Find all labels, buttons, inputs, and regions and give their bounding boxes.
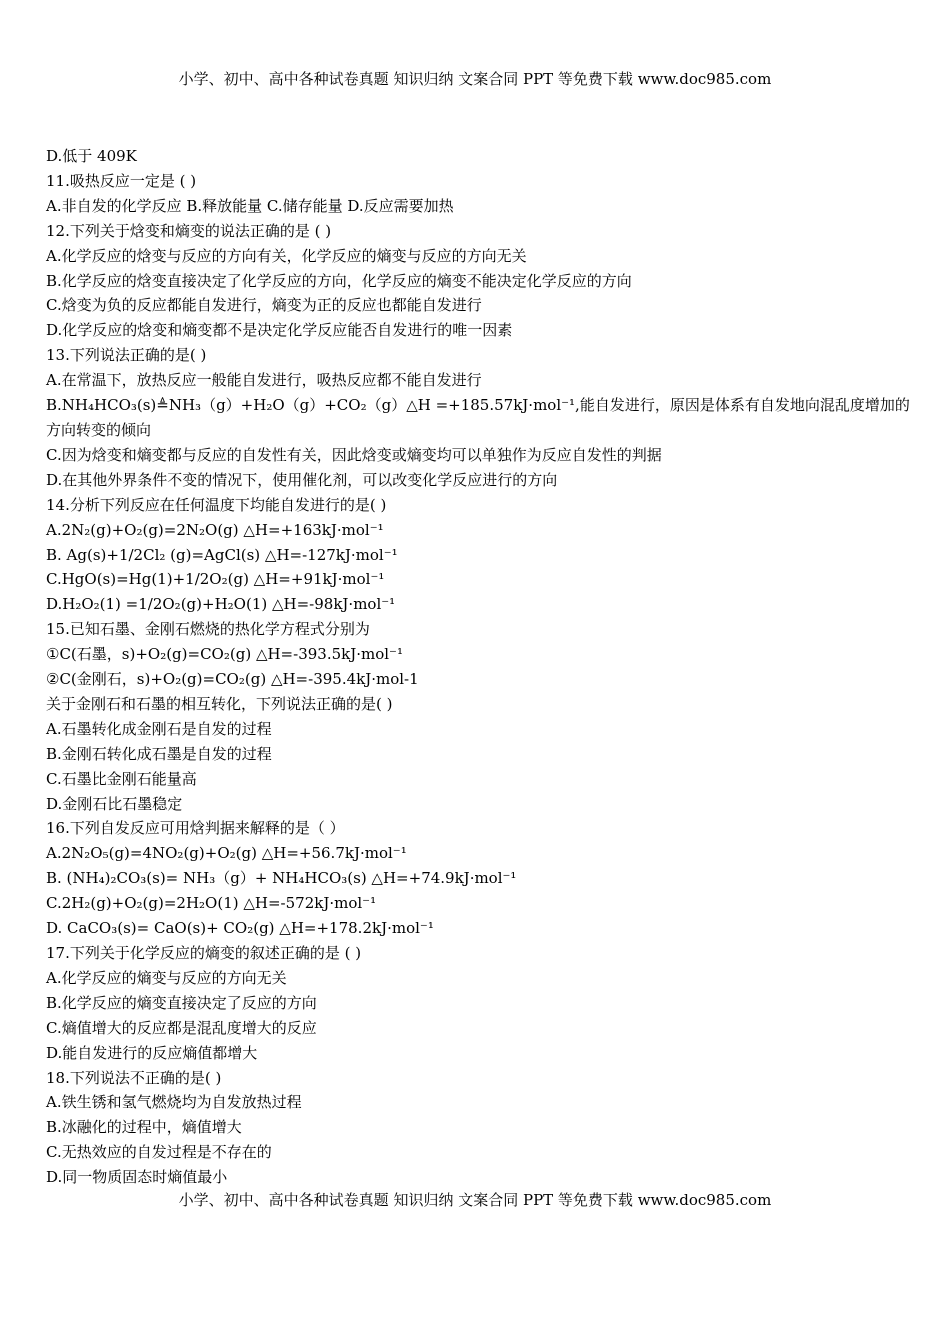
question-13-option-d: D.在其他外界条件不变的情况下，使用催化剂，可以改变化学反应进行的方向 xyxy=(46,470,558,489)
page-header: 小学、初中、高中各种试卷真题 知识归纳 文案合同 PPT 等免费下载 www.doc985.com xyxy=(178,70,772,88)
question-13-option-b: B.NH₄HCO₃(s)≜NH₃（g）+H₂O（g）+CO₂（g）△H =+185.57kJ·mol⁻¹,能自发进行，原因是体系有自发地向混乱度增加的方向转变的倾向 xyxy=(46,396,910,439)
question-15-option-a: A.石墨转化成金刚石是自发的过程 xyxy=(46,719,272,738)
question-15-prompt: 关于金刚石和石墨的相互转化，下列说法正确的是( ) xyxy=(46,694,393,713)
question-18-option-a: A.铁生锈和氢气燃烧均为自发放热过程 xyxy=(46,1093,302,1112)
question-17-option-c: C.熵值增大的反应都是混乱度增大的反应 xyxy=(46,1018,317,1037)
question-15: 15.已知石墨、金刚石燃烧的热化学方程式分别为 xyxy=(46,620,370,639)
question-15-option-c: C.石墨比金刚石能量高 xyxy=(46,769,197,788)
question-16-option-c: C.2H₂(g)+O₂(g)=2H₂O(1) △H=-572kJ·mol⁻¹ xyxy=(46,894,377,913)
question-14-option-c: C.HgO(s)=Hg(1)+1/2O₂(g) △H=+91kJ·mol⁻¹ xyxy=(46,570,385,589)
question-12-option-a: A.化学反应的焓变与反应的方向有关，化学反应的熵变与反应的方向无关 xyxy=(46,246,527,265)
question-18: 18.下列说法不正确的是( ) xyxy=(46,1068,222,1087)
question-12-option-d: D.化学反应的焓变和熵变都不是决定化学反应能否自发进行的唯一因素 xyxy=(46,321,513,340)
question-17-option-a: A.化学反应的熵变与反应的方向无关 xyxy=(46,968,287,987)
question-16-option-b: B. (NH₄)₂CO₃(s)= NH₃（g）+ NH₄HCO₃(s) △H=+74.9kJ·mol⁻¹ xyxy=(46,869,517,888)
question-18-option-d: D.同一物质固态时熵值最小 xyxy=(46,1168,228,1187)
question-17: 17.下列关于化学反应的熵变的叙述正确的是 ( ) xyxy=(46,944,362,962)
question-12: 12.下列关于焓变和熵变的说法正确的是 ( ) xyxy=(46,221,332,240)
question-18-option-c: C.无热效应的自发过程是不存在的 xyxy=(46,1143,272,1162)
question-14-option-b: B. Ag(s)+1/2Cl₂ (g)=AgCl(s) △H=-127kJ·mol⁻¹ xyxy=(46,545,398,564)
question-14: 14.分析下列反应在任何温度下均能自发进行的是( ) xyxy=(46,495,387,514)
question-13-option-c: C.因为焓变和熵变都与反应的自发性有关，因此焓变或熵变均可以单独作为反应自发性的判据 xyxy=(46,445,662,464)
question-15-option-b: B.金刚石转化成石墨是自发的过程 xyxy=(46,744,272,763)
question-18-option-b: B.冰融化的过程中，熵值增大 xyxy=(46,1118,242,1137)
question-15-option-d: D.金刚石比石墨稳定 xyxy=(46,794,183,813)
question-11: 11.吸热反应一定是 ( ) xyxy=(46,171,197,190)
question-16: 16.下列自发反应可用焓判据来解释的是（ ） xyxy=(46,819,345,838)
equation-1: ①C(石墨，s)+O₂(g)=CO₂(g) △H=-393.5kJ·mol⁻¹ xyxy=(46,645,403,664)
question-12-option-c: C.焓变为负的反应都能自发进行，熵变为正的反应也都能自发进行 xyxy=(46,296,482,315)
page-footer: 小学、初中、高中各种试卷真题 知识归纳 文案合同 PPT 等免费下载 www.doc985.com xyxy=(178,1191,772,1209)
question-17-option-b: B.化学反应的熵变直接决定了反应的方向 xyxy=(46,993,317,1012)
question-16-option-d: D. CaCO₃(s)= CaO(s)+ CO₂(g) △H=+178.2kJ·mol⁻¹ xyxy=(46,919,434,938)
question-12-option-b: B.化学反应的焓变直接决定了化学反应的方向，化学反应的熵变不能决定化学反应的方向 xyxy=(46,271,632,290)
question-14-option-a: A.2N₂(g)+O₂(g)=2N₂O(g) △H=+163kJ·mol⁻¹ xyxy=(46,520,384,539)
question-16-option-a: A.2N₂O₅(g)=4NO₂(g)+O₂(g) △H=+56.7kJ·mol⁻¹ xyxy=(46,844,407,863)
text-line: D.低于 409K xyxy=(46,147,137,165)
question-13: 13.下列说法正确的是( ) xyxy=(46,346,207,365)
question-14-option-d: D.H₂O₂(1) =1/2O₂(g)+H₂O(1) △H=-98kJ·mol⁻¹ xyxy=(46,595,396,614)
question-17-option-d: D.能自发进行的反应熵值都增大 xyxy=(46,1043,258,1062)
equation-2: ②C(金刚石，s)+O₂(g)=CO₂(g) △H=-395.4kJ·mol-1 xyxy=(46,670,419,689)
question-13-option-a: A.在常温下，放热反应一般能自发进行，吸热反应都不能自发进行 xyxy=(46,371,482,390)
question-11-options: A.非自发的化学反应 B.释放能量 C.储存能量 D.反应需要加热 xyxy=(46,196,454,215)
document-body xyxy=(46,144,916,1190)
